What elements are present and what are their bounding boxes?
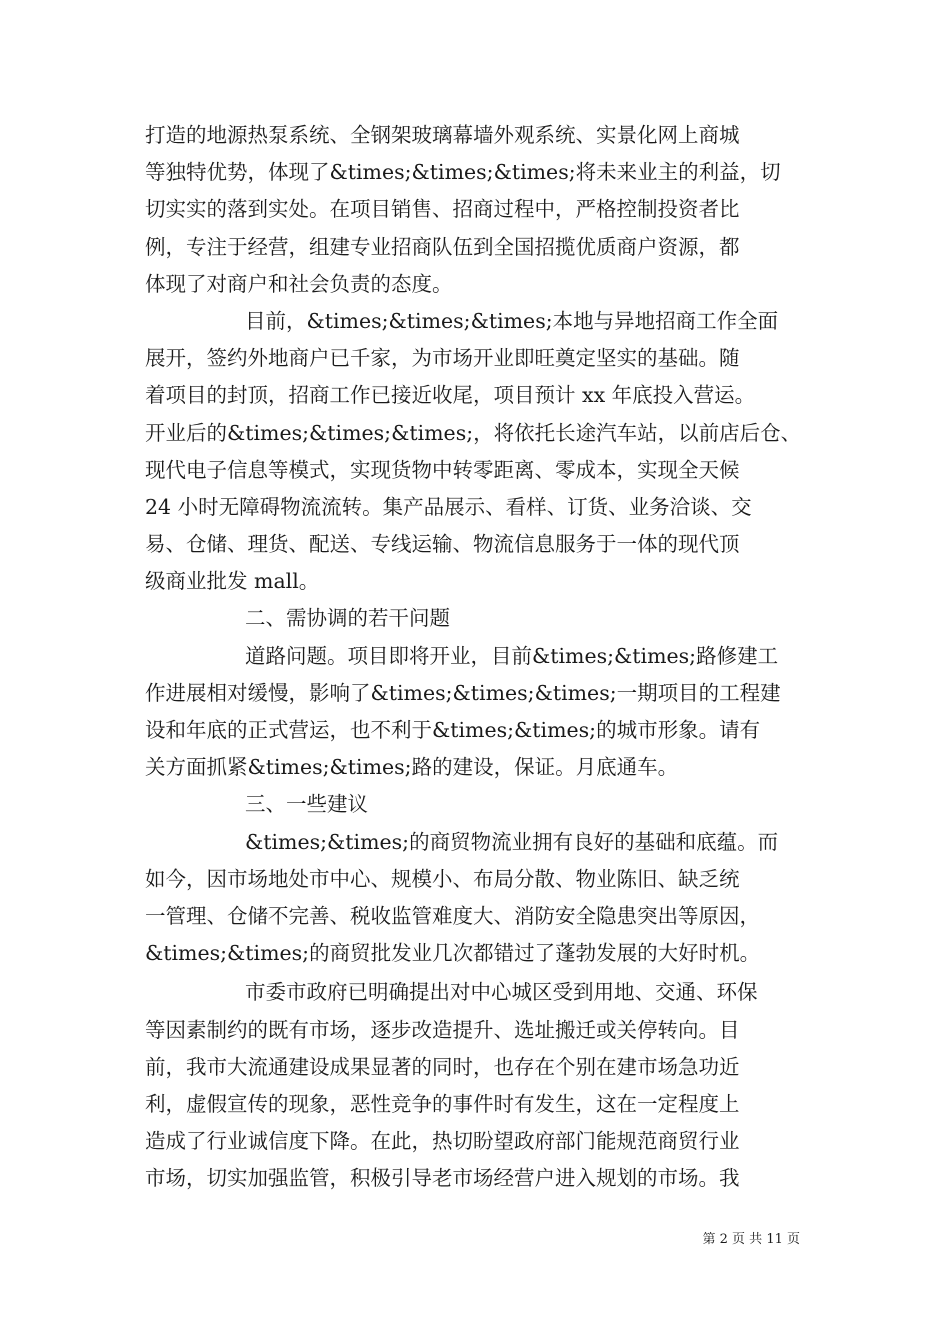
text-line: 利，虚假宣传的现象，恶性竞争的事件时有发生，这在一定程度上 xyxy=(145,1091,740,1116)
text-line: 等独特优势，体现了&times;&times;&times;将未来业主的利益，切 xyxy=(145,160,781,185)
text-line: 现代电子信息等模式，实现货物中转零距离、零成本，实现全天候 xyxy=(145,457,740,482)
text-line: 打造的地源热泵系统、全钢架玻璃幕墙外观系统、实景化网上商城 xyxy=(145,123,740,147)
section-heading: 三、一些建议 xyxy=(245,792,368,817)
document-body xyxy=(145,117,810,1197)
text-line: 24 小时无障碍物流流转。集产品展示、看样、订货、业务洽谈、交 xyxy=(145,494,752,519)
text-line: 前，我市大流通建设成果显著的同时，也存在个别在建市场急功近 xyxy=(145,1054,740,1079)
text-line: 造成了行业诚信度下降。在此，热切盼望政府部门能规范商贸行业 xyxy=(145,1129,740,1154)
text-line: 等因素制约的既有市场，逐步改造提升、选址搬迁或关停转向。目 xyxy=(145,1017,740,1042)
paragraph-start-line: &times;&times;的商贸物流业拥有良好的基础和底蕴。而 xyxy=(245,829,779,854)
text-line: 展开，签约外地商户已千家，为市场开业即旺奠定坚实的基础。随 xyxy=(145,346,740,371)
paragraph-start-line: 目前，&times;&times;&times;本地与异地招商工作全面 xyxy=(245,308,779,333)
text-line: 体现了对商户和社会负责的态度。 xyxy=(145,271,453,296)
text-line: 切实实的落到实处。在项目销售、招商过程中，严格控制投资者比 xyxy=(145,197,740,222)
text-line: 一管理、仓储不完善、税收监管难度大、消防安全隐患突出等原因， xyxy=(145,903,760,928)
section-heading: 二、需协调的若干问题 xyxy=(245,606,450,631)
paragraph-start-line: 道路问题。项目即将开业，目前&times;&times;路修建工 xyxy=(245,643,779,668)
text-line: 设和年底的正式营运，也不利于&times;&times;的城市形象。请有 xyxy=(145,718,761,742)
text-line: 例，专注于经营，组建专业招商队伍到全国招揽优质商户资源，都 xyxy=(145,234,740,259)
text-line: 如今，因市场地处市中心、规模小、布局分散、物业陈旧、缺乏统 xyxy=(145,866,740,891)
paragraph-start-line: 市委市政府已明确提出对中心城区受到用地、交通、环保 xyxy=(245,980,758,1005)
text-line: 着项目的封顶，招商工作已接近收尾，项目预计 xx 年底投入营运。 xyxy=(145,383,756,408)
text-line: 级商业批发 mall。 xyxy=(145,569,320,594)
page-number-footer: 第 2 页 共 11 页 xyxy=(702,1232,800,1247)
text-line: 关方面抓紧&times;&times;路的建设，保证。月底通车。 xyxy=(145,755,679,780)
text-line: 作进展相对缓慢，影响了&times;&times;&times;一期项目的工程建 xyxy=(145,680,781,705)
text-line: 市场，切实加强监管，积极引导老市场经营户进入规划的市场。我 xyxy=(145,1166,740,1191)
text-line: 开业后的&times;&times;&times;，将依托长途汽车站，以前店后仓、 xyxy=(145,420,802,445)
text-line: 易、仓储、理货、配送、专线运输、物流信息服务于一体的现代顶 xyxy=(145,532,740,557)
text-line: &times;&times;的商贸批发业几次都错过了蓬勃发展的大好时机。 xyxy=(145,941,761,966)
